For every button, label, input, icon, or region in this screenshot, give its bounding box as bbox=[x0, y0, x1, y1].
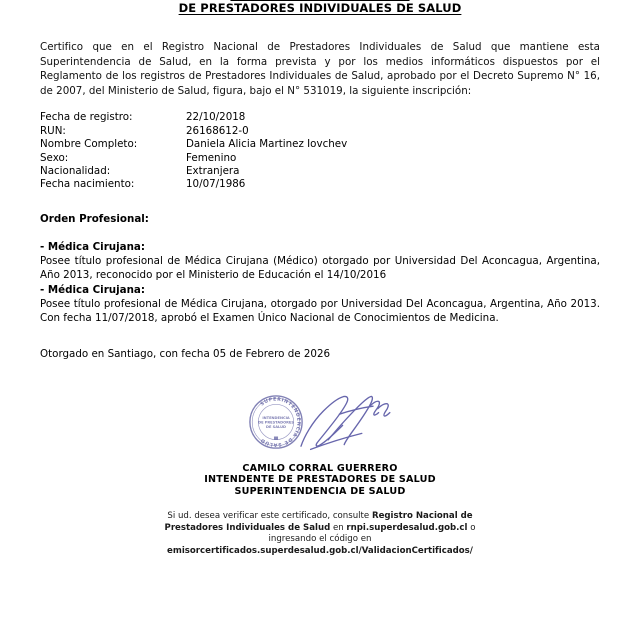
field-label-sexo: Sexo: bbox=[40, 151, 69, 164]
handwritten-signature-icon bbox=[293, 387, 397, 455]
footer-text-part-3: o ingresando el código en bbox=[268, 522, 476, 545]
footer-registry-name: Registro Nacional de Prestadores Individuales de Salud bbox=[164, 511, 473, 533]
orden-entry-title-1: - Médica Cirujana: bbox=[40, 240, 145, 253]
table-row bbox=[40, 178, 347, 191]
signer-institution: SUPERINTENDENCIA DE SALUD bbox=[234, 485, 406, 497]
field-value-nacionalidad: Extranjera bbox=[186, 165, 240, 177]
orden-entry-text-2: Posee título profesional de Médica Cirujana, otorgado por Universidad Del Aconcagua, Argentina, Año 2013. Con fecha 11/07/2018, aprobó el Examen Único Nacional de Conocimientos de Medicina. bbox=[40, 298, 600, 325]
footer-primary-url[interactable]: rnpi.superdesalud.gob.cl bbox=[346, 522, 468, 533]
footer-validation-url[interactable]: emisorcertificados.superdesalud.gob.cl/ValidacionCertificados/ bbox=[167, 545, 473, 556]
document-body bbox=[0, 40, 640, 557]
field-label-run: RUN: bbox=[40, 124, 66, 137]
field-value-sexo: Femenino bbox=[186, 151, 237, 164]
field-value-nombre-completo: Daniela Alicia Martinez Iovchev bbox=[186, 138, 348, 151]
svg-text:INTENDENCIA: INTENDENCIA bbox=[262, 415, 290, 420]
verification-footer bbox=[40, 511, 600, 557]
document-title-line-2-text: DE PRESTADORES INDIVIDUALES DE SALUD bbox=[178, 0, 462, 15]
table-row bbox=[40, 165, 347, 178]
signer-block bbox=[40, 463, 600, 498]
signer-role: INTENDENTE DE PRESTADORES DE SALUD bbox=[204, 474, 436, 486]
list-item bbox=[40, 283, 600, 326]
table-row bbox=[40, 125, 347, 138]
field-label-nacionalidad: Nacionalidad: bbox=[40, 165, 111, 177]
footer-text-part-1: Si ud. desea verificar este certificado, consulte bbox=[167, 511, 372, 522]
field-value-fecha-nacimiento: 10/07/1986 bbox=[186, 178, 246, 191]
svg-text:SUPERINTENDENCIA DE SALUD: SUPERINTENDENCIA DE SALUD bbox=[259, 397, 301, 447]
registry-fields-table bbox=[40, 111, 347, 191]
field-value-fecha-registro: 22/10/2018 bbox=[186, 111, 246, 124]
table-row bbox=[40, 138, 347, 151]
section-title-orden-profesional: Orden Profesional: bbox=[40, 212, 149, 225]
field-label-nombre-completo: Nombre Completo: bbox=[40, 138, 138, 151]
orden-entry-text-1: Posee título profesional de Médica Cirujana (Médico) otorgado por Universidad Del Aconcagua, Argentina, Año 2013, reconocido por el Ministerio de Educación el 14/10/2016 bbox=[40, 255, 600, 282]
stamp-and-signature-row bbox=[235, 389, 405, 455]
footer-text-part-2: en bbox=[330, 522, 347, 533]
svg-text:DE SALUD: DE SALUD bbox=[265, 424, 287, 429]
signature-area bbox=[40, 389, 600, 461]
field-label-fecha-nacimiento: Fecha nacimiento: bbox=[40, 178, 135, 191]
orden-profesional-list bbox=[40, 240, 600, 326]
document-title bbox=[0, 0, 640, 14]
intro-paragraph: Certifico que en el Registro Nacional de Prestadores Individuales de Salud que mantiene esta Superintendencia de Salud, en la forma prevista y por los medios informáticos dispuestos por el Reglamento de los registros de Prestadores Individuales de Salud, aprobado por el Decreto Supremo N° 16, de 2007, del Ministerio de Salud, figura, bajo el N° 531019, la siguiente inscripción: bbox=[40, 41, 600, 97]
table-row bbox=[40, 152, 347, 165]
field-value-run: 26168612-0 bbox=[186, 124, 249, 137]
table-row bbox=[40, 111, 347, 124]
field-label-fecha-registro: Fecha de registro: bbox=[40, 111, 133, 124]
document-title-line-2 bbox=[0, 2, 640, 15]
svg-text:DE PRESTADORES: DE PRESTADORES bbox=[258, 420, 294, 425]
granted-statement: Otorgado en Santiago, con fecha 05 de Febrero de 2026 bbox=[40, 347, 331, 360]
orden-entry-title-2: - Médica Cirujana: bbox=[40, 283, 145, 296]
list-item bbox=[40, 240, 600, 283]
signer-name: CAMILO CORRAL GUERRERO bbox=[242, 462, 398, 474]
